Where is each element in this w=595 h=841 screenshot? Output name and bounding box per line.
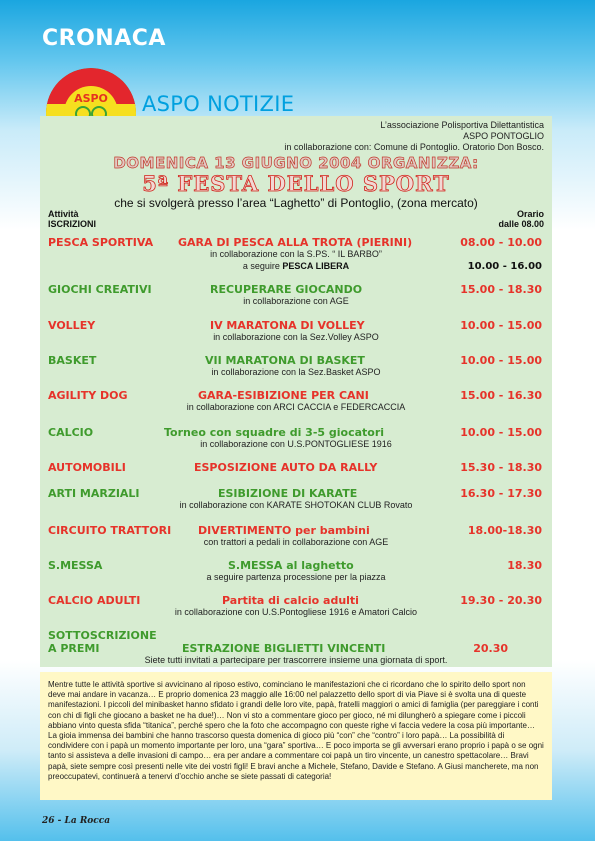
activity-note: in collaborazione con U.S.Pontogliese 1916 e Amatori Calcio <box>174 607 418 617</box>
activity-time: 10.00 - 15.00 <box>460 319 542 332</box>
activity-time: 15.00 - 18.30 <box>460 283 542 296</box>
activity-category: AUTOMOBILI <box>48 461 126 474</box>
activity-time: 15.30 - 18.30 <box>460 461 542 474</box>
activity-note: a seguire partenza processione per la piazza <box>206 572 386 582</box>
activity-category: S.MESSA <box>48 559 103 572</box>
event-panel <box>40 116 552 667</box>
activity-event: S.MESSA al laghetto <box>228 559 354 572</box>
section-title: CRONACA <box>42 26 166 51</box>
activity-category: ARTI MARZIALI <box>48 487 140 500</box>
activity-category: PESCA SPORTIVA <box>48 236 154 249</box>
logo-text: ASPO <box>74 92 108 105</box>
activity-time: 08.00 - 10.00 <box>460 236 542 249</box>
activity-time: 16.30 - 17.30 <box>460 487 542 500</box>
closing-note: Siete tutti invitati a partecipare per trascorrere insieme una giornata di sport. <box>144 655 448 665</box>
activity-category: AGILITY DOG <box>48 389 128 402</box>
activity-note: in collaborazione con la S.PS. “ IL BARBO” <box>210 249 382 259</box>
note-bold: PESCA LIBERA <box>282 261 350 271</box>
activity-event: Partita di calcio adulti <box>222 594 359 607</box>
article-box <box>40 672 552 800</box>
intro-line: ASPO PONTOGLIO <box>463 131 544 141</box>
header-label: Orario <box>516 209 544 219</box>
activity-category: VOLLEY <box>48 319 96 332</box>
activity-event: ESTRAZIONE BIGLIETTI VINCENTI <box>182 642 386 655</box>
activity-time-secondary: 10.00 - 16.00 <box>467 261 542 272</box>
activity-category: SOTTOSCRIZIONE <box>48 629 157 642</box>
article-text: Mentre tutte le attività sportive si avvicinano al riposo estivo, cominciano le manifestazioni che ci ricordano che lo spirito dello sport non deve mai andare in vacanza… E proprio domenica 23 maggio alle 16:00 nel palazzetto dello sport di via Piave si è svolta una di queste manifestazioni. I piccoli del minibasket hanno sfidato i grandi delle loro vite, papà, fratelli maggiori o amici di famiglia (per pareggiare i conti con chi di figli che giocano a basket ne ha due!)… Non vi sto a commentare gioco per gioco, né mi dilungherò a spiegare come i piccoli abbiano vinto questa sfida “titanica”, perché spero che la foto che accompagno con queste righe vi faccia vedere la cosa più importante… La gioia immensa dei bambini che hanno trascorso questa domenica di gioco più “con” che “contro” i loro papà… La possibilità di condividere con i papà un momento importante per loro, una “gara” sportiva… E poco importa se gli avversari erano proprio i papà o se ogni tanto si assisteva a delle invasioni di campo… era per andare a commentare coi papà un tiro vincente, un canestro spettacolare… Bravi papà, siete sempre così presenti nelle vite dei vostri figli! E bravi anche a Michele, Stefano, Davide e Stefano. A Giusi mancherete, ma non preoccupatevi, continuerà a tenervi d’occhio anche se siete passati di categoria! <box>48 680 544 781</box>
header-time <box>498 209 544 229</box>
intro-line: L’associazione Polisportiva Dilettantistica <box>380 120 544 130</box>
activity-time: 10.00 - 15.00 <box>460 354 542 367</box>
activity-event: IV MARATONA DI VOLLEY <box>210 319 365 332</box>
header-label: Attività <box>48 209 79 219</box>
activity-event: Torneo con squadre di 3-5 giocatori <box>164 426 385 439</box>
activity-time: 19.30 - 20.30 <box>460 594 542 607</box>
activity-category: GIOCHI CREATIVI <box>48 283 152 296</box>
intro-text <box>284 120 544 153</box>
activity-event: DIVERTIMENTO per bambini <box>198 524 370 537</box>
activity-event: VII MARATONA DI BASKET <box>205 354 365 367</box>
activity-category: CIRCUITO TRATTORI <box>48 524 172 537</box>
header-activity <box>48 209 96 229</box>
activity-time: 15.00 - 16.30 <box>460 389 542 402</box>
activity-note: in collaborazione con AGE <box>243 296 349 306</box>
intro-line: in collaborazione con: Comune di Pontoglio. Oratorio Don Bosco. <box>284 142 544 152</box>
activity-category: CALCIO ADULTI <box>48 594 141 607</box>
activity-time: 18.00-18.30 <box>467 524 542 537</box>
date-banner: DOMENICA 13 GIUGNO 2004 ORGANIZZA: <box>113 154 479 172</box>
activity-event: ESIBIZIONE DI KARATE <box>218 487 358 500</box>
activity-event: GARA DI PESCA ALLA TROTA (PIERINI) <box>178 236 413 249</box>
activity-event: RECUPERARE GIOCANDO <box>210 283 363 296</box>
activity-time: 10.00 - 15.00 <box>460 426 542 439</box>
venue-text: che si svolgerà presso l’area “Laghetto” di Pontoglio, (zona mercato) <box>114 196 478 210</box>
activity-note: in collaborazione con U.S.PONTOGLIESE 1916 <box>200 439 392 449</box>
activity-note: in collaborazione con la Sez.Volley ASPO <box>213 332 379 342</box>
activity-time: 20.30 <box>473 642 508 655</box>
activity-event: GARA-ESIBIZIONE PER CANI <box>198 389 369 402</box>
activity-category-line2: A PREMI <box>48 642 100 655</box>
activity-note: in collaborazione con KARATE SHOTOKAN CLUB Rovato <box>179 500 413 510</box>
page-footer: 26 - La Rocca <box>42 816 111 826</box>
activity-category: BASKET <box>48 354 97 367</box>
news-title: ASPO NOTIZIE <box>142 92 295 116</box>
note-prefix: a seguire <box>242 261 283 271</box>
festival-banner: 5ª FESTA DELLO SPORT <box>142 171 450 196</box>
header-label: dalle 08.00 <box>498 219 544 229</box>
header-label: ISCRIZIONI <box>48 219 97 229</box>
activity-note: in collaborazione con ARCI CACCIA e FEDERCACCIA <box>186 402 406 412</box>
activity-note: in collaborazione con la Sez.Basket ASPO <box>211 367 381 377</box>
activity-category: CALCIO <box>48 426 94 439</box>
activity-note: con trattori a pedali in collaborazione con AGE <box>203 537 389 547</box>
activity-time: 18.30 <box>507 559 542 572</box>
activity-event: ESPOSIZIONE AUTO DA RALLY <box>194 461 378 474</box>
